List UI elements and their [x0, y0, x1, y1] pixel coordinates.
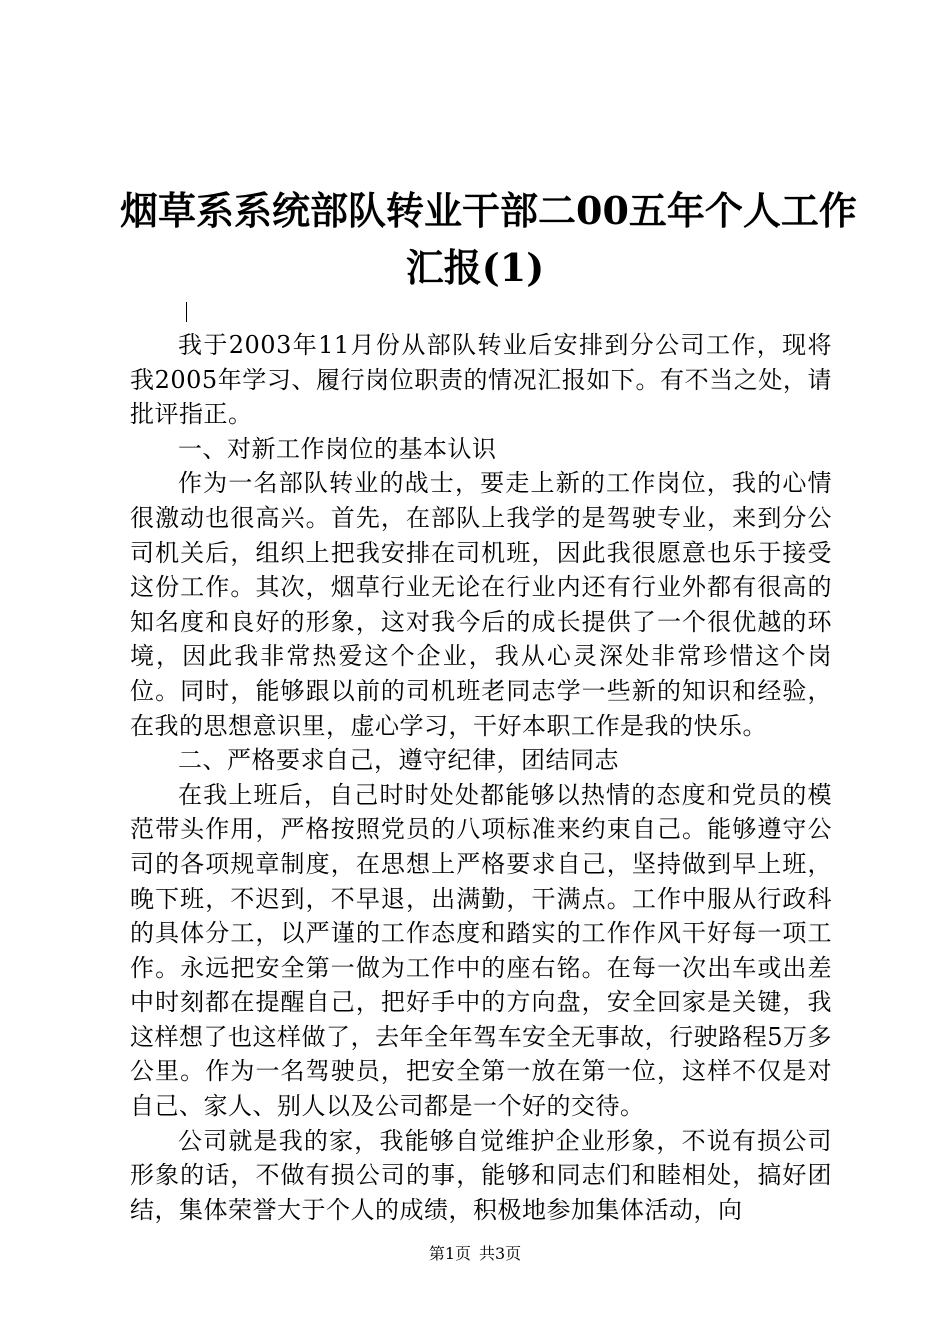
body-paragraph: 我于2003年11月份从部队转业后安排到分公司工作，现将我2005年学习、履行岗位职责的情况汇报如下。有不当之处，请批评指正。 — [130, 331, 832, 429]
body-paragraph: 公司就是我的家，我能够自觉维护企业形象，不说有损公司形象的话，不做有损公司的事，能够和同志们和睦相处，搞好团结，集体荣誉大于个人的成绩，积极地参加集体活动，向 — [130, 1126, 832, 1224]
section-heading-1: 一、对新工作岗位的基本认识 — [178, 434, 497, 463]
section-heading-2: 二、严格要求自己，遵守纪律，团结同志 — [178, 746, 619, 775]
document-title-line-1: 烟草系系统部队转业干部二00五年个人工作 — [120, 188, 857, 233]
body-paragraph: 作为一名部队转业的战士，要走上新的工作岗位，我的心情很激动也很高兴。首先，在部队上我学的是驾驶专业，来到分公司机关后，组织上把我安排在司机班，因此我很愿意也乐于接受这份工作。其次，烟草行业无论在行业内还有行业外都有很高的知名度和良好的形象，这对我今后的成长提供了一个很优越的环境，因此我非常热爱这个企业，我从心灵深处非常珍惜这个岗位。同时，能够跟以前的司机班老同志学一些新的知识和经验，在我的思想意识里，虚心学习，干好本职工作是我的快乐。 — [130, 469, 832, 740]
page-footer — [0, 1243, 950, 1265]
body-paragraph: 在我上班后，自己时时处处都能够以热情的态度和党员的模范带头作用，严格按照党员的八项标准来约束自己。能够遵守公司的各项规章制度，在思想上严格要求自己，坚持做到早上班，晚下班，不迟到，不早退，出满勤，干满点。工作中服从行政科的具体分工，以严谨的工作态度和踏实的工作作风干好每一项工作。永远把安全第一做为工作中的座右铭。在每一次出车或出差中时刻都在提醒自己，把好手中的方向盘，安全回家是关键，我这样想了也这样做了，去年全年驾车安全无事故，行驶路程5万多公里。作为一名驾驶员，把安全第一放在第一位，这样不仅是对自己、家人、别人以及公司都是一个好的交待。 — [130, 780, 832, 1121]
text-cursor-mark — [186, 302, 187, 322]
page-total: 共3页 — [479, 1244, 522, 1263]
document-title-line-2: 汇报(1) — [405, 245, 545, 290]
page-number: 第1页 — [428, 1244, 471, 1263]
document-body — [130, 328, 832, 1227]
